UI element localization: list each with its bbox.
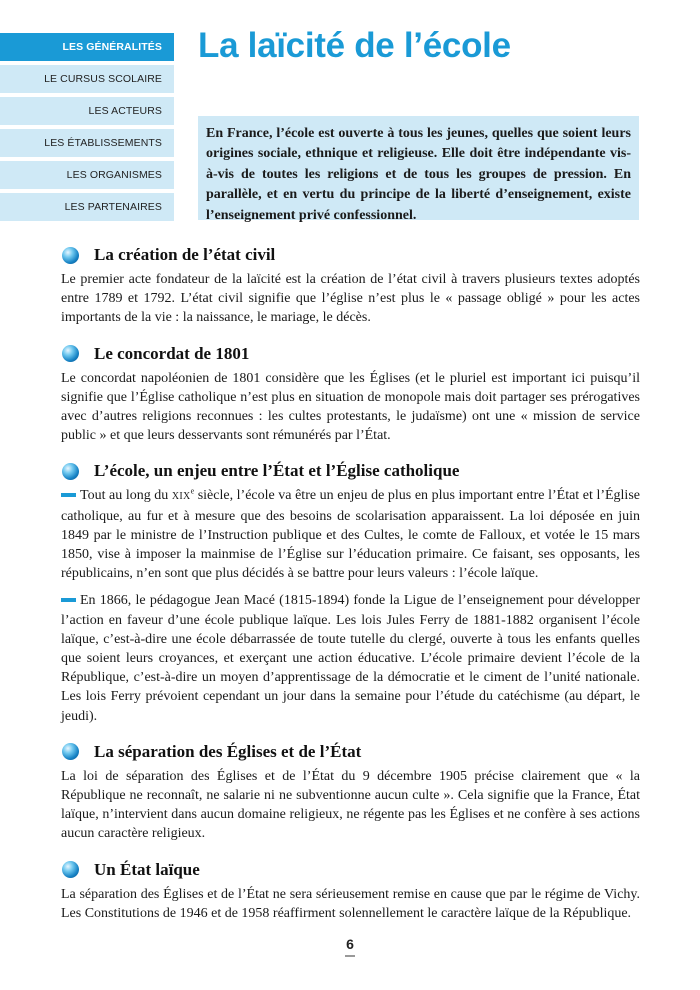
section-paragraph: Le premier acte fondateur de la laïcité est la création de l’état civil à travers plusieurs textes adoptés entre 1789 et 1792. L’état civil signifie que l’église n’est plus le « passage obligé » pour les actes importants de la vie : la naissance, le mariage, le décès. xyxy=(61,272,640,326)
section-title: La séparation des Églises et de l’État xyxy=(94,741,362,761)
section-header xyxy=(61,737,640,767)
blue-bullet-icon xyxy=(62,861,79,878)
nav-item-organismes[interactable]: LES ORGANISMES xyxy=(0,161,174,189)
section-header xyxy=(61,339,640,369)
main-content xyxy=(61,240,640,934)
dash-marker-icon xyxy=(61,598,76,602)
section-title: L’école, un enjeu entre l’État et l’Église catholique xyxy=(94,461,460,481)
section-paragraph xyxy=(61,486,640,583)
century-superscript: e xyxy=(190,486,195,496)
section-header xyxy=(61,240,640,270)
paragraph-text-end: siècle, l’école va être un enjeu de plus en plus important entre l’État et l’Église catholique, au fur et à mesure que des besoins de scolarisation apparaissent. La loi déposée en juin 1849 par le ministre de l’Instruction publique et des Cultes, le comte de Falloux, et votée le 15 mars 1850, vise à imposer la mainmise de l’Église sur l’éducation primaire. Ce faisant, ses opposants, les républicains, n’en sont que plus décidés à se battre pour leurs valeurs : l’école laïque. xyxy=(61,488,640,582)
page-number: 6 xyxy=(346,936,354,952)
section-header xyxy=(61,456,640,486)
paragraph-text-start: Tout au long du xyxy=(80,488,172,504)
section-paragraph xyxy=(61,591,640,725)
paragraph-text: En 1866, le pédagogue Jean Macé (1815-1894) fonde la Ligue de l’enseignement pour développer l’action en faveur d’une école publique laïque. Les lois Jules Ferry de 1881-1882 organisent l’école laïque, c’est-à-dire une école débarrassée de toute tutelle du clergé, ouverte à tous les enfants quelles que soient leurs croyances, et exerçant une action éducative. L’école primaire devient l’école de la République, c’est-à-dire un moyen d’apprentissage de la démocratie et le ciment de l’unité nationale. Les lois Ferry prévoient cependant un jour dans la semaine pour l’étude du catéchisme (au départ, le jeudi). xyxy=(61,593,640,724)
page-number-rule xyxy=(345,955,355,957)
section-paragraph: Le concordat napoléonien de 1801 considère que les Églises (et le pluriel est important ici puisqu’il signifie que l’Église catholique n’est plus en situation de monopole mais doit partager ses prérogatives avec d’autres religions reconnues : les cultes protestants, le judaïsme) ont une « mission de service public » et que leurs desservants sont rémunérés par l’État. xyxy=(61,370,640,444)
section-title: Le concordat de 1801 xyxy=(94,343,250,363)
nav-item-generalites[interactable]: LES GÉNÉRALITÉS xyxy=(0,33,174,61)
section-concordat xyxy=(61,339,640,446)
blue-bullet-icon xyxy=(62,345,79,362)
section-header xyxy=(61,855,640,885)
section-paragraph: La loi de séparation des Églises et de l’État du 9 décembre 1905 précise clairement que « la République ne reconnaît, ne salarie ni ne subventionne aucun culte ». Cela signifie que la France, État laïque, n’intervient dans aucun domaine religieux, ne régente pas les Églises et ne confère à ses actions aucun caractère religieux. xyxy=(61,768,640,842)
nav-item-acteurs[interactable]: LES ACTEURS xyxy=(0,97,174,125)
blue-bullet-icon xyxy=(62,743,79,760)
side-nav xyxy=(0,33,174,225)
nav-item-etablissements[interactable]: LES ÉTABLISSEMENTS xyxy=(0,129,174,157)
nav-item-cursus-scolaire[interactable]: LE CURSUS SCOLAIRE xyxy=(0,65,174,93)
dash-marker-icon xyxy=(61,493,76,497)
section-title: La création de l’état civil xyxy=(94,245,276,264)
section-ecole-enjeu xyxy=(61,456,640,725)
section-paragraph: La séparation des Églises et de l’État ne sera sérieusement remise en cause que par le régime de Vichy. Les Constitutions de 1946 et de 1958 réaffirment solennellement le caractère laïque de la République. xyxy=(61,886,640,921)
blue-bullet-icon xyxy=(62,247,79,264)
nav-item-partenaires[interactable]: LES PARTENAIRES xyxy=(0,193,174,221)
blue-bullet-icon xyxy=(62,463,79,480)
section-separation xyxy=(61,737,640,844)
intro-text: En France, l’école est ouverte à tous les jeunes, quelles que soient leurs origines sociale, ethnique et religieuse. Elle doit être indépendante vis-à-vis de toutes les religions et de tous les groupes de pression. En parallèle, et en vertu du principe de la liberté d’enseignement, existe l’enseignement privé confessionnel. xyxy=(206,126,631,223)
section-etat-laique xyxy=(61,855,640,923)
section-title: Un État laïque xyxy=(94,859,200,879)
century-numeral: XIX xyxy=(171,491,191,503)
section-etat-civil xyxy=(61,240,640,328)
page-title: La laïcité de l’école xyxy=(198,26,511,65)
intro-box xyxy=(198,116,639,223)
